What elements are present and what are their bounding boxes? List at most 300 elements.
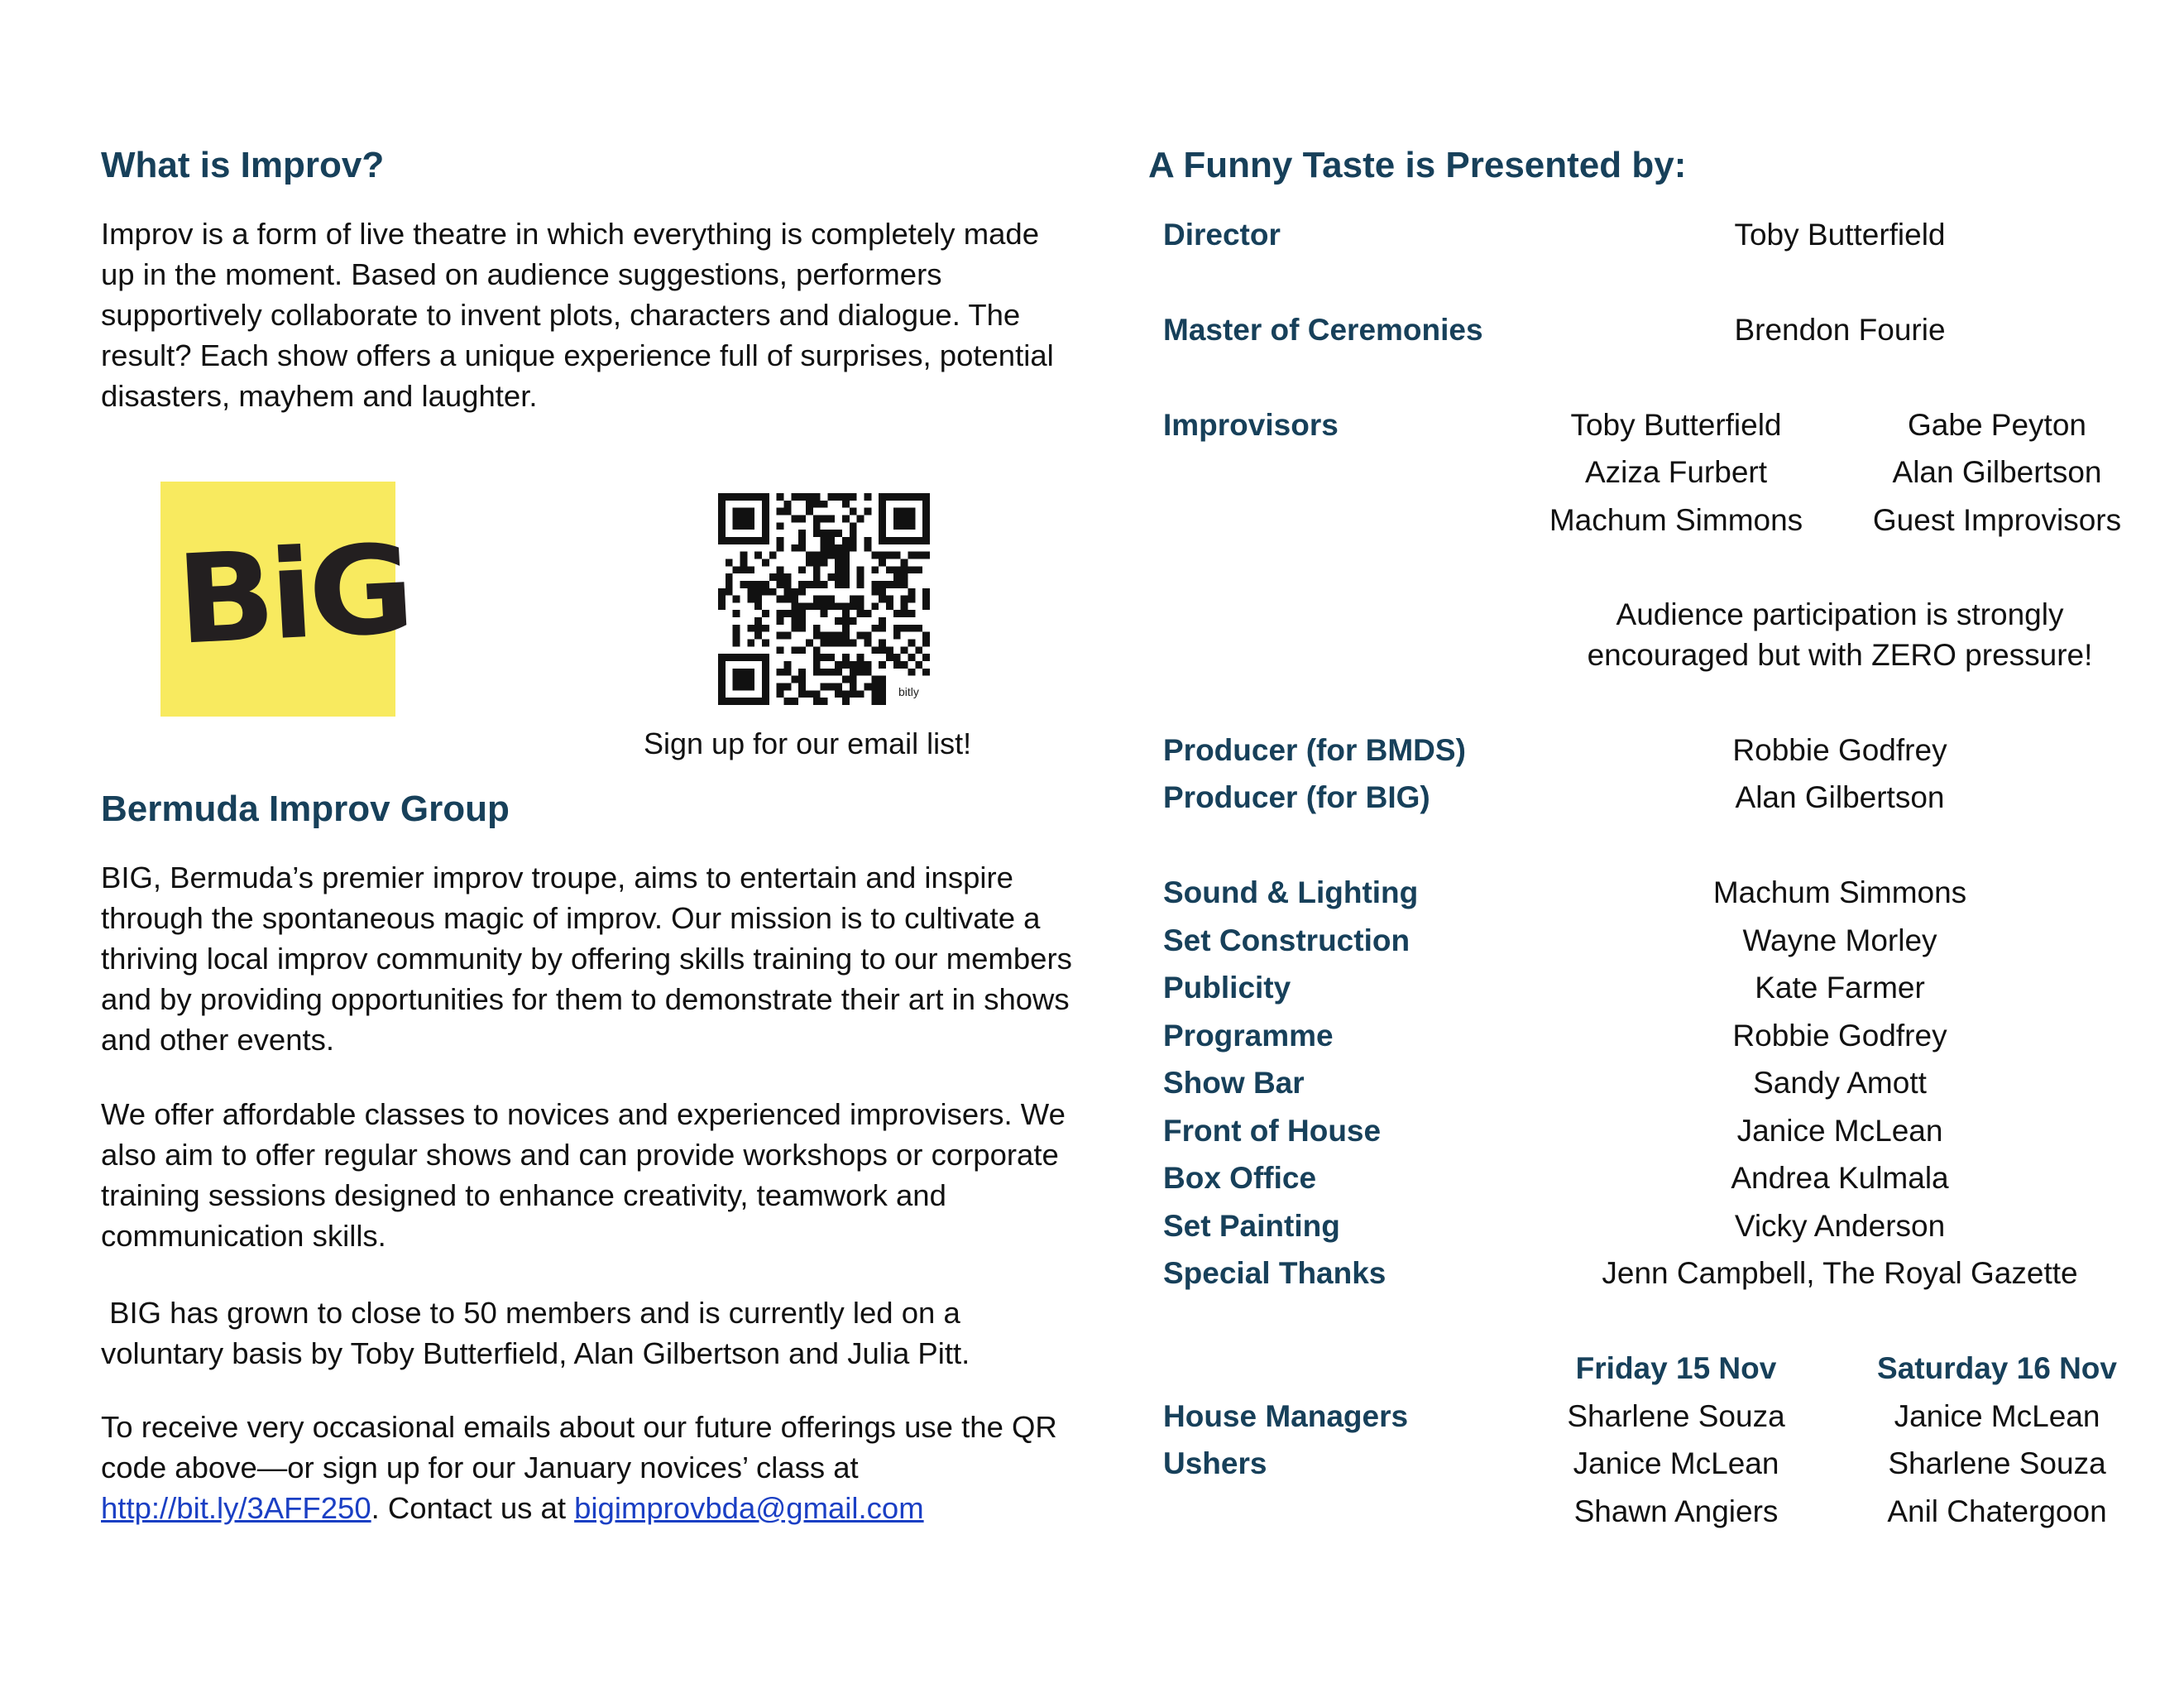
qr-module <box>718 602 726 610</box>
qr-module <box>871 625 879 632</box>
qr-module <box>886 646 893 654</box>
qr-module <box>791 493 798 501</box>
qr-module <box>740 698 747 705</box>
qr-module <box>733 632 740 640</box>
qr-module <box>864 493 872 501</box>
qr-module <box>747 515 754 522</box>
qr-module <box>798 588 806 596</box>
qr-module <box>813 581 821 588</box>
qr-module <box>798 544 806 552</box>
qr-module <box>901 559 908 566</box>
qr-module <box>821 544 828 552</box>
improvisor-name: Guest Improvisors <box>1872 503 2122 537</box>
credit-name: Robbie Godfrey <box>1732 733 1947 767</box>
improvisors-role: Improvisors <box>1163 408 1339 442</box>
saturday-staff-name: Sharlene Souza <box>1888 1446 2106 1480</box>
qr-module <box>718 530 726 537</box>
credit-name: Kate Farmer <box>1755 971 1925 1005</box>
qr-module <box>747 698 754 705</box>
qr-module <box>806 508 813 516</box>
group-paragraph-1: BIG, Bermuda’s premier improv troupe, aims to entertain and inspire through the spontaneous magic of improv. Our mission is to cultivate a thriving local improv community by offering skills training to our members and by providing opportunities for them to demonstrate their art in shows and other events. <box>101 861 1072 1057</box>
qr-module <box>747 676 754 683</box>
qr-module <box>915 566 922 573</box>
qr-module <box>835 669 842 676</box>
qr-module <box>886 596 893 603</box>
qr-module <box>777 537 784 544</box>
qr-module <box>777 566 784 573</box>
qr-module <box>827 602 835 610</box>
qr-module <box>835 559 842 566</box>
qr-module <box>747 581 754 588</box>
qr-module <box>783 661 791 669</box>
qr-module <box>850 669 857 676</box>
qr-module <box>850 522 857 530</box>
credit-role: Set Painting <box>1163 1209 1340 1243</box>
qr-module <box>821 640 828 647</box>
qr-module <box>733 654 740 661</box>
qr-module <box>827 683 835 691</box>
qr-module <box>922 508 930 516</box>
qr-module <box>769 573 777 581</box>
qr-module <box>893 508 901 516</box>
qr-module <box>806 581 813 588</box>
qr-module <box>864 537 872 544</box>
what-is-improv-heading: What is Improv? <box>101 145 385 185</box>
qr-module <box>850 676 857 683</box>
qr-module <box>754 493 762 501</box>
qr-module <box>850 493 857 501</box>
friday-staff-name: Janice McLean <box>1573 1446 1779 1480</box>
qr-module <box>798 530 806 537</box>
qr-module <box>879 530 886 537</box>
qr-module <box>813 515 821 522</box>
qr-module <box>813 596 821 603</box>
email-link[interactable]: bigimprovbda@gmail.com <box>574 1491 924 1525</box>
qr-module <box>922 537 930 544</box>
qr-module <box>777 646 784 654</box>
qr-module <box>879 493 886 501</box>
qr-module <box>762 676 769 683</box>
qr-module <box>835 617 842 625</box>
qr-module <box>922 552 930 559</box>
qr-module <box>886 537 893 544</box>
qr-module <box>922 522 930 530</box>
qr-module <box>769 588 777 596</box>
what-is-improv-text: Improv is a form of live theatre in which everything is completely made up in the moment. Based on audience suggestions, performers supportively collaborate to invent plots, characters and dialogue. The result? Each show offers a unique experience full of surprises, potential disasters, mayhem and laughter. <box>101 217 1054 413</box>
qr-module <box>850 602 857 610</box>
qr-module <box>747 654 754 661</box>
qr-module <box>871 602 879 610</box>
qr-module <box>777 617 784 625</box>
qr-module <box>915 493 922 501</box>
qr-module <box>857 515 864 522</box>
qr-module <box>754 537 762 544</box>
qr-module <box>783 669 791 676</box>
qr-module <box>740 522 747 530</box>
qr-module <box>813 698 821 705</box>
qr-module <box>821 654 828 661</box>
qr-module <box>762 508 769 516</box>
qr-module <box>922 602 930 610</box>
saturday-staff-name: Janice McLean <box>1894 1399 2100 1433</box>
qr-module <box>893 552 901 559</box>
qr-module <box>835 552 842 559</box>
qr-module <box>733 676 740 683</box>
credit-role: Sound & Lighting <box>1163 875 1419 909</box>
qr-module <box>740 676 747 683</box>
qr-module <box>827 537 835 544</box>
qr-module <box>901 661 908 669</box>
qr-module <box>798 625 806 632</box>
qr-module <box>726 537 733 544</box>
qr-module <box>879 640 886 647</box>
qr-module <box>857 602 864 610</box>
qr-module <box>922 640 930 647</box>
qr-module <box>726 654 733 661</box>
qr-module <box>762 515 769 522</box>
qr-module <box>901 573 908 581</box>
qr-module <box>827 632 835 640</box>
qr-module <box>871 588 879 596</box>
qr-module <box>915 552 922 559</box>
qr-module <box>908 566 916 573</box>
qr-module <box>783 573 791 581</box>
qr-module <box>886 566 893 573</box>
qr-module <box>821 530 828 537</box>
qr-module <box>908 508 916 516</box>
qr-module <box>922 654 930 661</box>
qr-module <box>777 690 784 698</box>
qr-module <box>842 640 850 647</box>
qr-module <box>886 493 893 501</box>
qr-module <box>879 581 886 588</box>
qr-module <box>740 559 747 566</box>
day-heading-friday: Friday 15 Nov <box>1575 1351 1777 1385</box>
qr-module <box>886 654 893 661</box>
qr-module <box>827 654 835 661</box>
qr-module <box>879 646 886 654</box>
qr-module <box>783 508 791 516</box>
qr-module <box>754 632 762 640</box>
qr-module <box>893 515 901 522</box>
qr-module <box>726 581 733 588</box>
qr-module <box>827 544 835 552</box>
qr-module <box>857 669 864 676</box>
qr-module <box>783 632 791 640</box>
qr-module <box>718 515 726 522</box>
qr-module <box>718 690 726 698</box>
qr-module <box>747 566 754 573</box>
qr-module <box>762 501 769 508</box>
qr-module <box>922 501 930 508</box>
qr-module <box>813 559 821 566</box>
qr-module <box>879 683 886 691</box>
qr-module <box>879 698 886 705</box>
qr-module <box>850 537 857 544</box>
qr-module <box>842 632 850 640</box>
qr-module <box>827 669 835 676</box>
qr-module <box>827 515 835 522</box>
qr-module <box>827 640 835 647</box>
qr-module <box>769 552 777 559</box>
mc-name: Brendon Fourie <box>1734 313 1946 347</box>
qr-module <box>791 515 798 522</box>
qr-module <box>783 596 791 603</box>
improvisor-name: Alan Gilbertson <box>1892 455 2102 489</box>
qr-module <box>871 676 879 683</box>
qr-module <box>726 493 733 501</box>
qr-module <box>879 661 886 669</box>
qr-module <box>922 632 930 640</box>
qr-module <box>922 530 930 537</box>
qr-module <box>857 610 864 617</box>
director-name: Toby Butterfield <box>1734 218 1946 252</box>
qr-module <box>718 596 726 603</box>
qr-module <box>908 654 916 661</box>
qr-module <box>901 515 908 522</box>
director-role: Director <box>1163 218 1281 252</box>
qr-module <box>908 588 916 596</box>
qr-module <box>726 698 733 705</box>
qr-module <box>835 640 842 647</box>
qr-module <box>813 669 821 676</box>
qr-module <box>901 537 908 544</box>
qr-module <box>850 530 857 537</box>
qr-module <box>747 640 754 647</box>
mc-role: Master of Ceremonies <box>1163 313 1483 347</box>
qr-module <box>871 690 879 698</box>
credit-role: Front of House <box>1163 1114 1382 1148</box>
qr-module <box>842 552 850 559</box>
qr-module <box>886 581 893 588</box>
qr-module <box>879 676 886 683</box>
qr-module <box>777 669 784 676</box>
qr-module <box>879 552 886 559</box>
qr-module <box>813 625 821 632</box>
qr-module <box>842 676 850 683</box>
qr-module <box>835 602 842 610</box>
qr-module <box>740 669 747 676</box>
credit-role: Box Office <box>1163 1161 1317 1195</box>
credit-role: Producer (for BMDS) <box>1163 733 1466 767</box>
qr-module <box>915 625 922 632</box>
qr-module <box>733 596 740 603</box>
qr-module <box>777 544 784 552</box>
qr-module <box>893 632 901 640</box>
qr-module <box>864 683 872 691</box>
qr-module <box>798 669 806 676</box>
qr-module <box>777 493 784 501</box>
qr-module <box>798 610 806 617</box>
qr-module <box>813 602 821 610</box>
credit-name: Wayne Morley <box>1742 923 1937 957</box>
qr-module <box>754 654 762 661</box>
qr-module <box>813 646 821 654</box>
qr-module <box>798 617 806 625</box>
qr-module <box>733 669 740 676</box>
qr-module <box>747 669 754 676</box>
qr-module <box>922 515 930 522</box>
qr-module <box>718 676 726 683</box>
qr-module <box>791 617 798 625</box>
qr-module <box>901 508 908 516</box>
qr-module <box>857 573 864 581</box>
qr-module <box>718 588 726 596</box>
qr-module <box>740 581 747 588</box>
qr-module <box>718 493 726 501</box>
group-paragraph-2: We offer affordable classes to novices and experienced improvisers. We also aim to offer regular shows and can provide workshops or corporate training sessions designed to enhance creativity, teamwork and communication skills. <box>101 1097 1066 1253</box>
qr-module <box>762 559 769 566</box>
presented-by-heading: A Funny Taste is Presented by: <box>1148 145 1687 185</box>
qr-module <box>842 581 850 588</box>
qr-module <box>857 690 864 698</box>
qr-module <box>821 669 828 676</box>
qr-module <box>901 522 908 530</box>
qr-module <box>842 573 850 581</box>
qr-module <box>821 501 828 508</box>
qr-module <box>791 588 798 596</box>
qr-module <box>798 683 806 691</box>
qr-module <box>813 690 821 698</box>
qr-module <box>777 522 784 530</box>
qr-module <box>893 654 901 661</box>
qr-module <box>821 632 828 640</box>
qr-module <box>718 508 726 516</box>
qr-module <box>740 537 747 544</box>
qr-module <box>879 501 886 508</box>
qr-module <box>733 683 740 691</box>
qr-module <box>908 640 916 647</box>
qr-module <box>922 596 930 603</box>
logo-wordmark: BiG <box>173 518 413 672</box>
ushers-role: Ushers <box>1163 1446 1267 1480</box>
qr-code-icon[interactable] <box>718 493 930 705</box>
qr-module <box>871 581 879 588</box>
qr-module <box>747 588 754 596</box>
credit-name: Janice McLean <box>1736 1114 1943 1148</box>
qr-module <box>901 610 908 617</box>
qr-module <box>835 632 842 640</box>
qr-module <box>791 602 798 610</box>
qr-module <box>798 602 806 610</box>
qr-module <box>798 515 806 522</box>
qr-module <box>915 661 922 669</box>
qr-module <box>864 661 872 669</box>
qr-module <box>821 581 828 588</box>
qr-module <box>893 625 901 632</box>
qr-module <box>915 537 922 544</box>
qr-module <box>827 596 835 603</box>
qr-module <box>821 698 828 705</box>
qr-module <box>747 537 754 544</box>
qr-module <box>718 522 726 530</box>
credit-name: Sandy Amott <box>1753 1066 1927 1100</box>
qr-module <box>879 617 886 625</box>
qr-module <box>740 508 747 516</box>
qr-module <box>850 683 857 691</box>
qr-module <box>754 552 762 559</box>
qr-module <box>879 522 886 530</box>
qr-module <box>842 610 850 617</box>
credit-role: Publicity <box>1163 971 1291 1005</box>
qr-module <box>806 501 813 508</box>
qr-module <box>733 537 740 544</box>
credit-role: Programme <box>1163 1019 1334 1053</box>
qr-module <box>791 698 798 705</box>
qr-module <box>901 646 908 654</box>
qr-module <box>893 522 901 530</box>
qr-module <box>821 537 828 544</box>
qr-module <box>850 596 857 603</box>
qr-module <box>762 588 769 596</box>
qr-module <box>783 581 791 588</box>
qr-module <box>879 508 886 516</box>
qr-module <box>740 552 747 559</box>
qr-module <box>813 552 821 559</box>
qr-module <box>821 683 828 691</box>
qr-module <box>733 640 740 647</box>
qr-module <box>842 559 850 566</box>
qr-module <box>821 596 828 603</box>
qr-module <box>835 581 842 588</box>
qr-module <box>842 566 850 573</box>
qr-module <box>733 566 740 573</box>
qr-module <box>718 654 726 661</box>
qr-module <box>864 610 872 617</box>
qr-module <box>842 654 850 661</box>
bitly-label: bitly <box>898 685 919 698</box>
qr-module <box>740 515 747 522</box>
qr-module <box>901 596 908 603</box>
qr-module <box>718 683 726 691</box>
qr-module <box>806 552 813 559</box>
qr-module <box>798 537 806 544</box>
qr-module <box>842 493 850 501</box>
qr-module <box>740 566 747 573</box>
improvisor-name: Machum Simmons <box>1549 503 1803 537</box>
qr-module <box>754 602 762 610</box>
qr-module <box>922 588 930 596</box>
qr-module <box>718 537 726 544</box>
qr-module <box>908 625 916 632</box>
qr-module <box>893 661 901 669</box>
saturday-staff-name: Anil Chatergoon <box>1887 1494 2107 1528</box>
qr-module <box>777 573 784 581</box>
qr-module <box>908 610 916 617</box>
qr-module <box>718 501 726 508</box>
qr-module <box>835 573 842 581</box>
qr-module <box>879 588 886 596</box>
qr-module <box>871 552 879 559</box>
qr-module <box>747 683 754 691</box>
credit-role: Show Bar <box>1163 1066 1305 1100</box>
qr-module <box>754 698 762 705</box>
qr-module <box>879 596 886 603</box>
qr-module <box>915 646 922 654</box>
qr-module <box>813 501 821 508</box>
credit-role: Producer (for BIG) <box>1163 780 1430 814</box>
qr-module <box>733 493 740 501</box>
qr-module <box>747 493 754 501</box>
qr-module <box>871 698 879 705</box>
signup-link[interactable]: http://bit.ly/3AFF250 <box>101 1491 371 1525</box>
qr-module <box>908 552 916 559</box>
qr-module <box>842 661 850 669</box>
qr-module <box>842 602 850 610</box>
qr-module <box>726 573 733 581</box>
qr-module <box>806 640 813 647</box>
qr-module <box>864 632 872 640</box>
